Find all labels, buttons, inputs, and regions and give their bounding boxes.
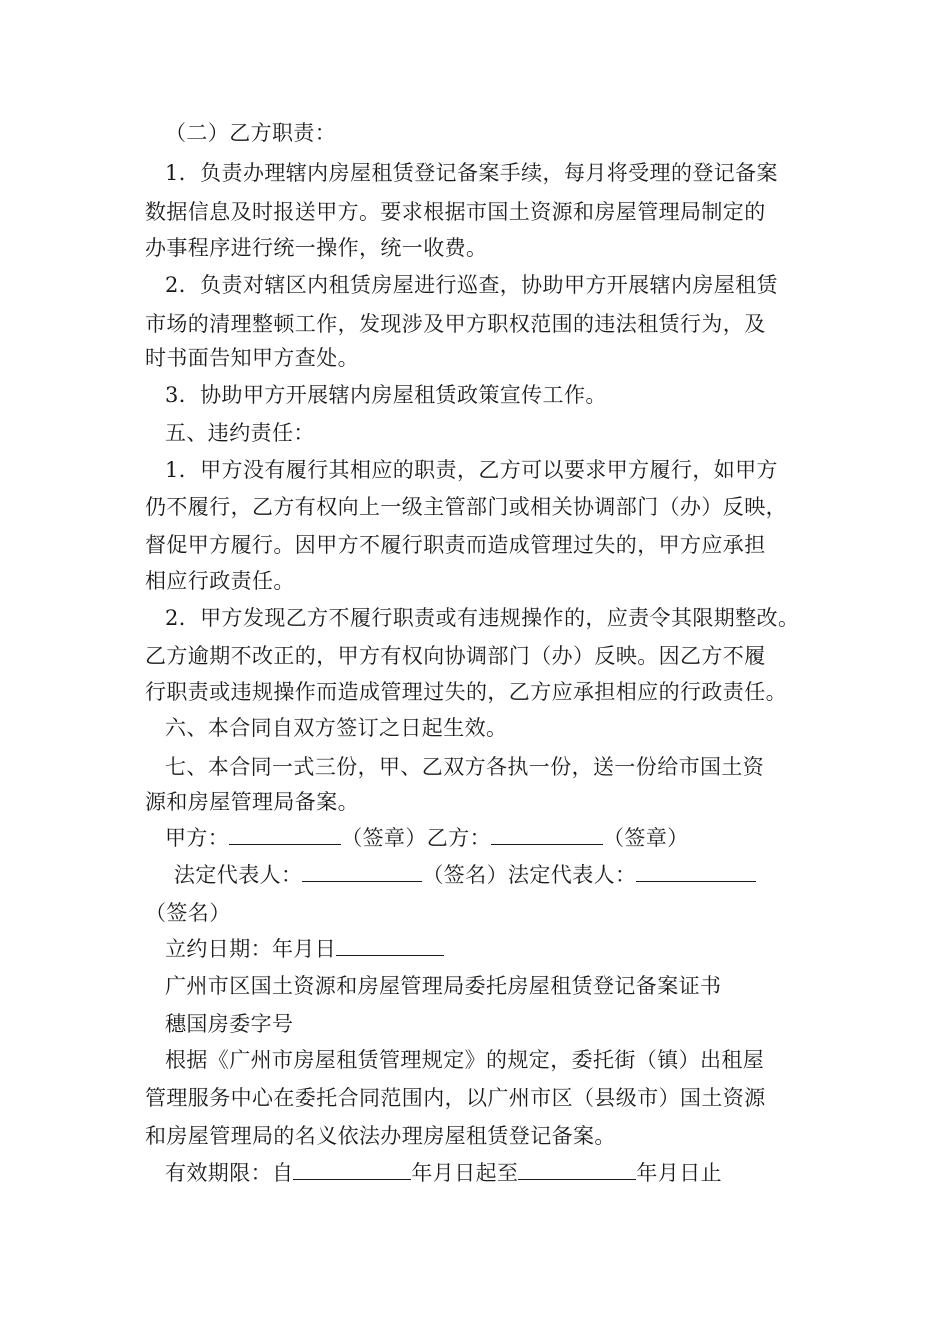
paragraph-line: 管理服务中心在委托合同范围内，以广州市区（县级市）国土资源 [145,1086,766,1110]
validity-period-line [165,1158,722,1188]
signature-line-representatives [174,860,756,890]
signature-line-parties [165,823,689,853]
paragraph-line: 督促甲方履行。因甲方不履行职责而造成管理过失的，甲方应承担 [145,533,766,557]
paragraph-line: 六、本合同自双方签订之日起生效。 [165,716,508,740]
paragraph-line: 1．负责办理辖内房屋租赁登记备案手续，每月将受理的登记备案 [165,161,778,185]
section-heading-party-b-duties: （二）乙方职责： [165,121,337,145]
party-a-blank [229,824,341,845]
paragraph-line: 根据《广州市房屋租赁管理规定》的规定，委托街（镇）出租屋 [165,1048,765,1072]
section-heading-breach: 五、违约责任： [165,421,315,445]
paragraph-line: 数据信息及时报送甲方。要求根据市国土资源和房屋管理局制定的 [145,200,766,224]
validity-start-blank [293,1159,411,1180]
paragraph-line: 时书面告知甲方查处。 [145,346,359,370]
sign-label: （签名） [145,901,231,925]
paragraph-line: 乙方逾期不改正的，甲方有权向协调部门（办）反映。因乙方不履 [145,644,766,668]
rep-a-blank [302,861,422,882]
validity-suffix: 年月日止 [636,1161,723,1185]
paragraph-line: 仍不履行，乙方有权向上一级主管部门或相关协调部门（办）反映， [145,495,787,519]
contract-date-label: 立约日期：年月日 [165,937,337,961]
validity-mid: 年月日起至 [411,1161,519,1185]
rep-a-label: 法定代表人： [174,863,303,887]
paragraph-line: 行职责或违规操作而造成管理过失的，乙方应承担相应的行政责任。 [145,680,787,704]
certificate-title: 广州市区国土资源和房屋管理局委托房屋租赁登记备案证书 [165,974,722,998]
sign-label: （签名）法定代表人： [422,863,637,887]
validity-end-blank [518,1159,636,1180]
paragraph-line: 源和房屋管理局备案。 [145,790,359,814]
rep-b-blank [636,861,756,882]
contract-date-line [165,934,444,964]
party-a-label: 甲方： [165,826,230,850]
contract-date-blank [336,935,444,956]
paragraph-line: 2．负责对辖区内租赁房屋进行巡查，协助甲方开展辖内房屋租赁 [165,273,778,297]
paragraph-line: 七、本合同一式三份，甲、乙双方各执一份，送一份给市国土资 [165,755,765,779]
paragraph-line: 3．协助甲方开展辖内房屋租赁政策宣传工作。 [165,383,607,407]
certificate-number: 穗国房委字号 [165,1012,294,1036]
paragraph-line: 和房屋管理局的名义依法办理房屋租赁登记备案。 [145,1124,616,1148]
paragraph-line: 相应行政责任。 [145,569,295,593]
paragraph-line: 2．甲方发现乙方不履行职责或有违规操作的，应责令其限期整改。 [165,606,800,630]
seal-label: （签章） [603,826,689,850]
party-b-blank [491,824,603,845]
validity-prefix: 有效期限：自 [165,1161,294,1185]
seal-label: （签章）乙方： [341,826,492,850]
paragraph-line: 1．甲方没有履行其相应的职责，乙方可以要求甲方履行，如甲方 [165,458,778,482]
paragraph-line: 办事程序进行统一操作，统一收费。 [145,236,488,260]
paragraph-line: 市场的清理整顿工作，发现涉及甲方职权范围的违法租赁行为，及 [145,312,766,336]
